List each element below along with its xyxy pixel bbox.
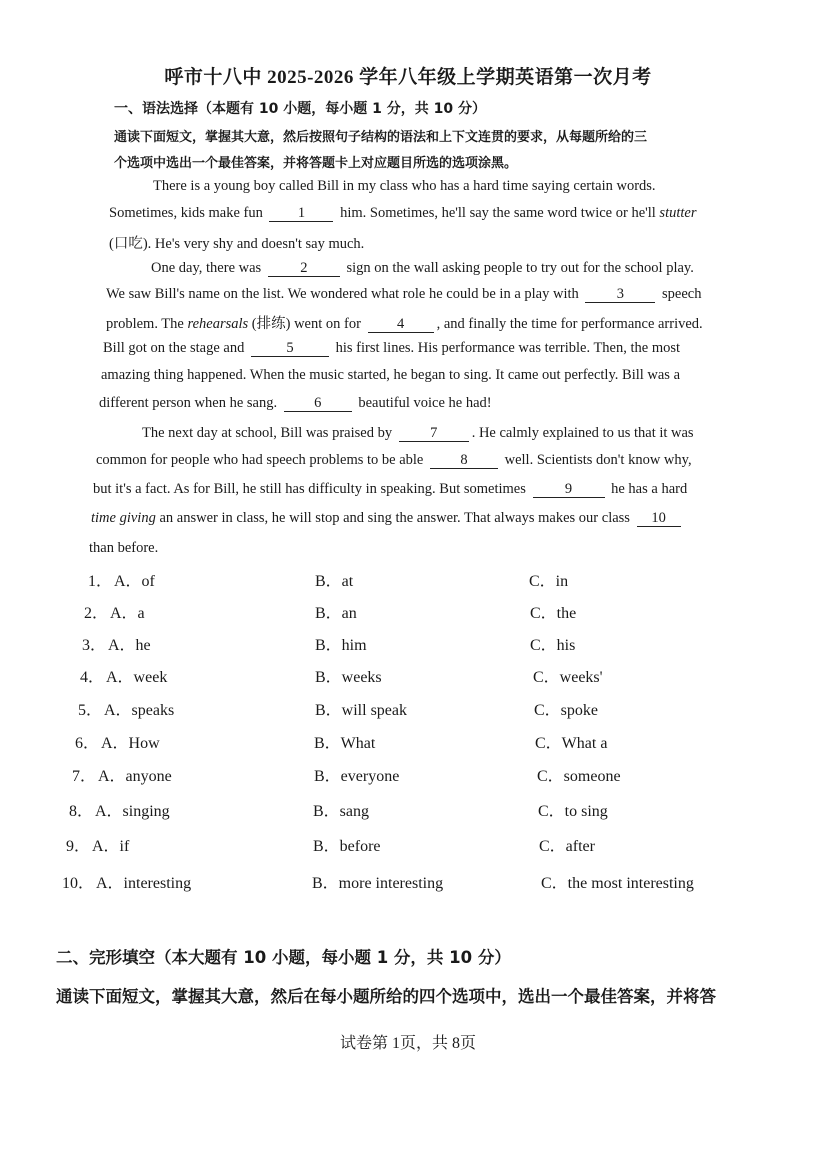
option-c[interactable]: C．the [530,605,577,622]
blank-5[interactable] [251,341,329,357]
option-a[interactable]: A．anyone [98,768,172,785]
passage-text: We saw Bill's name on the list. We wondered what role he could be in a play with [106,286,579,302]
option-b[interactable]: B．him [315,637,367,654]
option-c[interactable]: C．weeks' [533,669,603,686]
option-c[interactable]: C．in [529,573,569,590]
passage-line [89,540,158,557]
section1-instruction-line2: 个选项中选出一个最佳答案，并将答题卡上对应题目所选的选项涂黑。 [114,156,518,171]
option-c[interactable]: C．after [539,838,595,855]
passage-text: One day, there was [151,260,262,276]
option-b[interactable]: B．everyone [314,768,400,785]
passage-line [106,312,703,333]
option-a[interactable]: A．How [101,735,160,752]
passage-text: his first lines. His performance was terrible. Then, the most [335,340,681,356]
option-c[interactable]: C．the most interesting [541,875,694,892]
passage-line [93,481,687,498]
option-a[interactable]: A．week [106,669,168,686]
passage-line [103,340,680,357]
option-b[interactable]: B．sang [313,803,370,820]
blank-6[interactable] [284,396,352,412]
passage-line [109,232,364,253]
passage-text-italic: rehearsals [187,316,249,332]
passage-text: different person when he sang. [99,395,278,411]
passage-text: (口吃). He's very shy and doesn't say much. [109,236,365,252]
blank-7[interactable] [399,426,469,442]
passage-text: but it's a fact. As for Bill, he still has difficulty in speaking. But sometimes [93,481,526,497]
passage-text: The next day at school, Bill was praised by [142,425,393,441]
passage-line [101,367,680,384]
passage-text: common for people who had speech problems to be able [96,452,424,468]
passage-text: well. Scientists don't know why, [504,452,692,468]
option-a[interactable]: A．interesting [96,875,192,892]
blank-8[interactable] [430,453,498,469]
option-a[interactable]: A．he [108,637,151,654]
blank-1[interactable] [269,206,333,222]
blank-number: 9 [564,481,573,497]
section2-instruction: 通读下面短文，掌握其大意，然后在每小题所给的四个选项中，选出一个最佳答案，并将答 [56,987,716,1006]
passage-text: he has a hard [611,481,688,497]
passage-text: problem. The [106,316,184,332]
passage-text: than before. [89,540,159,556]
passage-text: speech [662,286,702,302]
blank-number: 1 [297,205,306,221]
blank-number: 4 [396,316,405,332]
option-a[interactable]: A．speaks [104,702,175,719]
question-number: 7． [72,768,97,785]
passage-text: sign on the wall asking people to try out for the school play. [346,260,694,276]
option-a[interactable]: A．if [92,838,130,855]
passage-text: Sometimes, kids make fun [109,205,263,221]
blank-number: 7 [430,425,438,441]
passage-text: beautiful voice he had! [358,395,492,411]
option-a[interactable]: A．of [114,573,155,590]
page-title: 呼市十八中 2025-2026 学年八年级上学期英语第一次月考 [164,67,652,88]
passage-line [96,452,692,469]
blank-number: 5 [286,340,294,356]
option-c[interactable]: C．his [530,637,576,654]
option-c[interactable]: C．What a [535,735,608,752]
blank-number: 3 [616,286,625,302]
section1-instruction-line1: 通读下面短文，掌握其大意，然后按照句子结构的语法和上下文连贯的要求，从每题所给的三 [114,130,648,145]
passage-line [91,510,684,527]
option-b[interactable]: B．weeks [315,669,382,686]
section1-heading: 一、语法选择（本题有 10 小题，每小题 1 分，共 10 分） [114,101,486,117]
passage-line [142,425,694,442]
passage-text: (排练) went on for [251,316,361,332]
passage-text: him. Sometimes, he'll say the same word twice or he'll [340,205,656,221]
blank-number: 2 [300,260,308,276]
passage-text: There is a young boy called Bill in my class who has a hard time saying certain words. [153,178,656,194]
passage-line [151,260,694,277]
blank-2[interactable] [268,261,340,277]
section2-heading: 二、完形填空（本大题有 10 小题，每小题 1 分，共 10 分） [56,948,511,967]
passage-text-italic: time giving [91,510,156,526]
question-number: 2． [84,605,109,622]
blank-4[interactable] [368,317,434,333]
question-number: 1． [88,573,113,590]
option-b[interactable]: B．will speak [315,702,407,719]
option-a[interactable]: A．singing [95,803,170,820]
passage-line [109,205,696,222]
passage-text: amazing thing happened. When the music started, he began to sing. It came out perfectly. Bill was a [101,367,681,383]
blank-number: 6 [314,395,322,411]
question-number: 5． [78,702,103,719]
option-c[interactable]: C．someone [537,768,621,785]
blank-number: 10 [651,510,666,526]
passage-text: . He calmly explained to us that it was [471,425,694,441]
question-number: 6． [75,735,100,752]
option-b[interactable]: B．at [315,573,354,590]
option-b[interactable]: B．an [315,605,357,622]
option-b[interactable]: B．What [314,735,376,752]
passage-line [153,178,656,195]
page-footer: 试卷第 1页，共 8页 [339,1035,476,1052]
passage-text: an answer in class, he will stop and sing the answer. That always makes our class [159,510,630,526]
passage-line [106,286,701,303]
blank-10[interactable] [637,511,681,527]
passage-text-italic: stutter [659,205,697,221]
option-b[interactable]: B．more interesting [312,875,444,892]
option-c[interactable]: C．spoke [534,702,599,719]
question-number: 10． [62,875,95,892]
option-b[interactable]: B．before [313,838,381,855]
option-c[interactable]: C．to sing [538,803,608,820]
passage-text: , and finally the time for performance arrived. [436,316,703,332]
question-number: 3． [82,637,107,654]
question-number: 8． [69,803,94,820]
passage-text: Bill got on the stage and [103,340,245,356]
blank-9[interactable] [533,482,605,498]
question-number: 9． [66,838,91,855]
passage-line [99,395,492,412]
blank-3[interactable] [585,287,655,303]
option-a[interactable]: A．a [110,605,145,622]
question-number: 4． [80,669,105,686]
blank-number: 8 [460,452,468,468]
